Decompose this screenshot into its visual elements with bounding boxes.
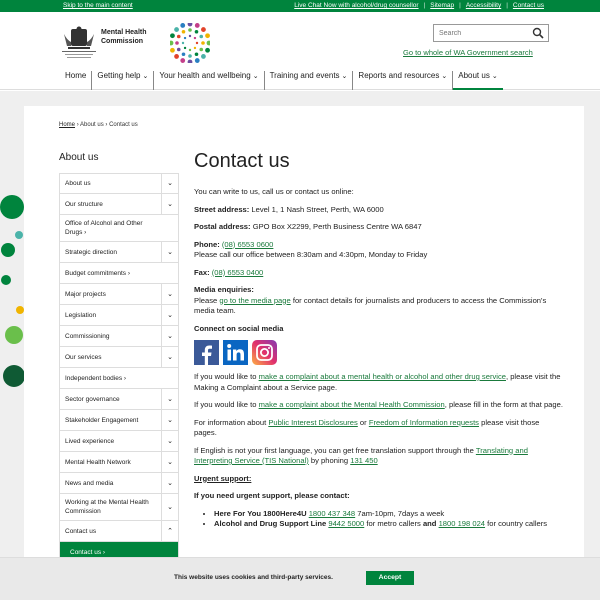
adsl-country-phone[interactable]: 1800 198 024 <box>438 519 486 528</box>
urgent-list <box>194 509 564 530</box>
chevron-down-icon: ⌄ <box>252 73 259 80</box>
breadcrumb-about-us[interactable]: About us <box>80 122 104 128</box>
sidebar-item[interactable]: Stakeholder Engagement ⌄ <box>59 410 179 431</box>
media-page-link[interactable]: go to the media page <box>219 295 291 305</box>
sidebar-item[interactable]: About us ⌄ <box>59 173 179 194</box>
sidebar-item[interactable]: Lived experience ⌄ <box>59 431 179 452</box>
org-name-line2: Commission <box>101 38 144 45</box>
breadcrumb: Home › About us › Contact us <box>59 122 138 128</box>
sidebar-item[interactable]: Working at the Mental Health Commission ⌄ <box>59 494 179 521</box>
list-item: • Here For You 1800Here4U 1800 437 348 7am-10pm, 7days a week <box>214 509 564 520</box>
social-heading: Connect on social media <box>194 323 284 333</box>
tis-link[interactable]: Translating and Interpreting Service (TIS National) <box>194 445 528 465</box>
accept-cookies-button[interactable]: Accept <box>366 571 414 585</box>
facebook-icon[interactable] <box>194 340 219 365</box>
sidebar-item[interactable]: Our structure ⌄ <box>59 194 179 215</box>
sidebar-nav <box>59 173 179 563</box>
postal-address: GPO Box X2299, Perth Business Centre WA 6847 <box>252 222 422 231</box>
nav-item-reports-and-resources[interactable]: Reports and resources ⌄ <box>353 71 453 90</box>
sitemap-link[interactable]: Sitemap <box>430 2 455 9</box>
chevron-down-icon[interactable]: ⌄ <box>161 410 178 430</box>
chevron-up-icon[interactable]: ⌃ <box>161 521 178 541</box>
commission-complaint-link[interactable]: make a complaint about the Mental Health Commission <box>258 400 445 409</box>
main-content: Contact us You can write to us, call us or contact us online: Street address: Level 1, 1 Nash Street, Perth, WA 6000 Postal address: GPO Box X2299, Perth Business Centre WA 6847 Phone: (08) 6553 0600 Please call our office between 8:30am and 4:30pm, Monday to Friday Fax: (08) 6553 0400 Media enquiries: Please go to the media page for contact details for journalists and producers to access the Commission's media team. Connect on social media If you would like to make a complaint about a mental health or alcohol and other drug service, please visit the Making a Complaint about a Service page. If you would like to make a complaint about the Mental Health Commission, please fill in the form at that page. For information about Public Interest Disclosures or Freedom of Information requests please visit those pages. If English is not your first language, you can get free translation support through the Translating and Interpreting Service (TIS National) by phoning 131 450 Urgent support: If you need urgent support, please contact: • Here For You 1800Here4U 1800 437 348 7am-10pm, 7days a week • Alcohol and Drug Support Line 9442 5000 for metro callers and 1800 198 024 for country callers <box>194 150 564 530</box>
sidebar-item[interactable]: Our services ⌄ <box>59 347 179 368</box>
adsl-metro-phone[interactable]: 9442 5000 <box>328 519 365 528</box>
sidebar-item[interactable]: Strategic direction ⌄ <box>59 242 179 263</box>
here-for-you-phone[interactable]: 1800 437 348 <box>308 508 356 518</box>
commission-logo-dots-icon <box>170 23 210 63</box>
nav-item-home[interactable]: Home <box>60 71 92 90</box>
page-title: Contact us <box>194 150 290 172</box>
chevron-down-icon[interactable]: ⌄ <box>161 305 178 325</box>
org-name[interactable] <box>101 28 147 46</box>
instagram-icon[interactable] <box>252 340 277 365</box>
chevron-down-icon[interactable]: ⌄ <box>161 326 178 346</box>
cookie-banner <box>0 557 600 600</box>
search-input[interactable] <box>434 25 524 41</box>
chevron-down-icon[interactable]: ⌄ <box>161 242 178 262</box>
foi-link[interactable]: Freedom of Information requests <box>368 417 479 427</box>
public-interest-link[interactable]: Public Interest Disclosures <box>268 417 358 427</box>
wa-government-search-link[interactable]: Go to whole of WA Government search <box>403 48 533 57</box>
phone-link[interactable]: (08) 6553 0600 <box>221 239 274 249</box>
breadcrumb-current: Contact us <box>109 122 138 128</box>
chevron-down-icon[interactable]: ⌄ <box>161 194 178 214</box>
search-box <box>433 24 549 42</box>
intro-text: You can write to us, call us or contact us online: <box>194 187 354 196</box>
chevron-down-icon[interactable]: ⌄ <box>161 452 178 472</box>
nav-item-getting-help[interactable]: Getting help ⌄ <box>92 71 154 90</box>
nav-item-your-health-and-wellbeing[interactable]: Your health and wellbeing ⌄ <box>154 71 264 90</box>
sidebar-item[interactable]: Mental Health Network ⌄ <box>59 452 179 473</box>
contact-us-link[interactable]: Contact us <box>512 2 544 9</box>
urgent-intro: If you need urgent support, please contact: <box>194 491 350 500</box>
chevron-down-icon[interactable]: ⌄ <box>161 284 178 304</box>
chevron-down-icon: ⌄ <box>341 73 348 80</box>
cookie-text: This website uses cookies and third-party services. <box>174 574 333 581</box>
tis-phone-link[interactable]: 131 450 <box>350 456 378 465</box>
search-icon[interactable] <box>532 27 544 39</box>
sidebar-item[interactable]: Office of Alcohol and Other Drugs › <box>59 215 179 242</box>
sidebar-item[interactable]: News and media ⌄ <box>59 473 179 494</box>
service-complaint-link[interactable]: make a complaint about a mental health or alcohol and other drug service <box>258 372 506 381</box>
chevron-down-icon: ⌄ <box>441 73 448 80</box>
office-hours: Please call our office between 8:30am and 4:30pm, Monday to Friday <box>194 250 428 259</box>
sidebar-title: About us <box>59 152 99 163</box>
list-item: • Alcohol and Drug Support Line 9442 5000 for metro callers and 1800 198 024 for country callers <box>214 519 564 530</box>
urgent-heading: Urgent support: <box>194 473 252 483</box>
chevron-down-icon[interactable]: ⌄ <box>161 389 178 409</box>
chevron-down-icon[interactable]: ⌄ <box>161 494 178 520</box>
breadcrumb-home[interactable]: Home <box>59 122 76 128</box>
chevron-down-icon[interactable]: ⌄ <box>161 473 178 493</box>
live-chat-link[interactable]: Live Chat Now with alcohol/drug counsellor <box>294 2 419 9</box>
sidebar-item[interactable]: Independent bodies › <box>59 368 179 389</box>
wa-government-crest-icon[interactable] <box>60 26 98 62</box>
sidebar-item[interactable]: Contact us › <box>59 542 179 563</box>
fax-link[interactable]: (08) 6553 0400 <box>211 267 264 277</box>
content-card <box>24 106 584 600</box>
utility-links: Live Chat Now with alcohol/drug counsellor | Sitemap | Accessibility | Contact us <box>294 0 544 12</box>
chevron-down-icon[interactable]: ⌄ <box>161 431 178 451</box>
social-links <box>194 340 564 365</box>
sidebar-item[interactable]: Sector governance ⌄ <box>59 389 179 410</box>
org-name-line1: Mental Health <box>101 29 147 36</box>
main-nav <box>0 68 600 90</box>
site-header <box>0 12 600 68</box>
sidebar-item[interactable]: Commissioning ⌄ <box>59 326 179 347</box>
utility-bar <box>0 0 600 12</box>
chevron-down-icon: ⌄ <box>142 73 149 80</box>
nav-item-about-us[interactable]: About us ⌄ <box>453 71 502 90</box>
chevron-down-icon[interactable]: ⌄ <box>161 347 178 367</box>
street-address: Level 1, 1 Nash Street, Perth, WA 6000 <box>251 204 384 214</box>
linkedin-icon[interactable] <box>223 340 248 365</box>
chevron-down-icon[interactable]: ⌄ <box>161 174 178 193</box>
sidebar-item[interactable]: Legislation ⌄ <box>59 305 179 326</box>
sidebar-item[interactable]: Contact us ⌃ <box>59 521 179 542</box>
nav-item-training-and-events[interactable]: Training and events ⌄ <box>265 71 354 90</box>
sidebar-item[interactable]: Major projects ⌄ <box>59 284 179 305</box>
sidebar-item[interactable]: Budget commitments › <box>59 263 179 284</box>
accessibility-link[interactable]: Accessibility <box>465 2 502 9</box>
chevron-down-icon: ⌄ <box>491 73 498 80</box>
skip-link[interactable]: Skip to the main content <box>63 2 133 9</box>
